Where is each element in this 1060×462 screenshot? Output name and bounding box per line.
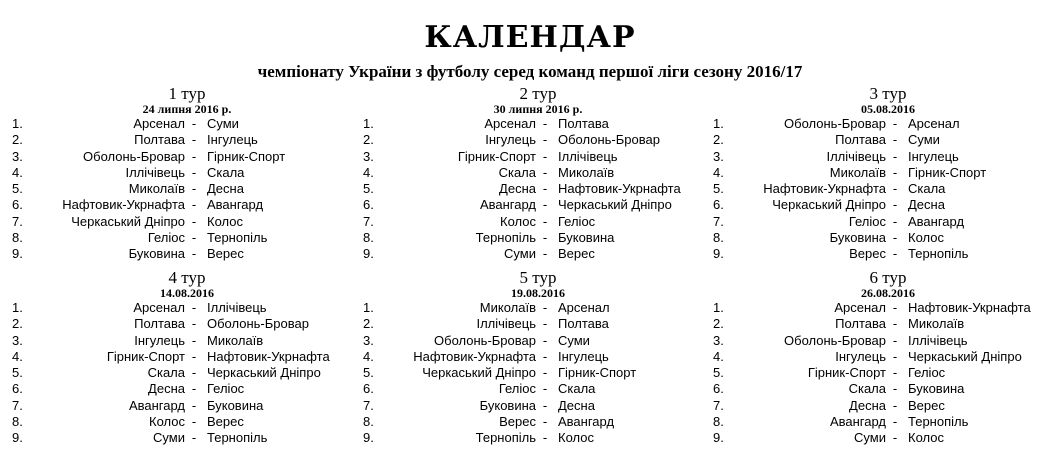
match-number: 4. xyxy=(363,348,374,364)
home-team: Скала xyxy=(498,164,536,180)
home-team: Гірник-Спорт xyxy=(106,348,185,364)
match-dash: - xyxy=(542,132,548,148)
away-team: Верес xyxy=(558,246,595,262)
home-team: Десна xyxy=(499,181,536,197)
away-team: Полтава xyxy=(558,116,609,131)
match-row xyxy=(713,165,1060,181)
home-team: Полтава xyxy=(134,316,185,332)
match-number: 3. xyxy=(12,332,23,348)
round-title: 2 тур xyxy=(519,84,557,103)
match-number: 5. xyxy=(363,365,374,381)
match-row xyxy=(713,181,1060,197)
home-team: Скала xyxy=(147,365,185,381)
match-number: 8. xyxy=(713,230,724,246)
away-team: Тернопіль xyxy=(908,246,969,262)
home-team: Геліос xyxy=(498,381,536,397)
match-row xyxy=(363,300,713,316)
away-team: Тернопіль xyxy=(908,414,969,430)
match-number: 7. xyxy=(713,213,724,229)
away-team: Колос xyxy=(558,430,594,446)
match-row xyxy=(12,381,362,397)
match-row xyxy=(12,316,362,332)
round-2 xyxy=(363,86,713,263)
match-dash: - xyxy=(542,397,548,413)
home-team: Полтава xyxy=(835,316,886,332)
match-row xyxy=(713,381,1060,397)
match-number: 2. xyxy=(12,132,23,148)
match-dash: - xyxy=(191,332,197,348)
home-team: Оболонь-Бровар xyxy=(784,332,886,348)
home-team: Арсенал xyxy=(133,116,185,131)
match-number: 3. xyxy=(713,332,724,348)
match-row xyxy=(12,230,362,246)
match-dash: - xyxy=(191,116,197,131)
match-dash: - xyxy=(191,365,197,381)
match-number: 4. xyxy=(12,348,23,364)
home-team: Черкаський Дніпро xyxy=(772,197,886,213)
home-team: Буковина xyxy=(128,246,185,262)
match-row xyxy=(713,316,1060,332)
away-team: Скала xyxy=(908,181,946,197)
match-row xyxy=(363,365,713,381)
match-row xyxy=(12,333,362,349)
away-team: Тернопіль xyxy=(207,230,268,246)
away-team: Буковина xyxy=(558,230,615,246)
away-team: Скала xyxy=(558,381,596,397)
home-team: Оболонь-Бровар xyxy=(434,332,536,348)
away-team: Інгулець xyxy=(558,348,609,364)
away-team: Черкаський Дніпро xyxy=(558,197,672,213)
round-3 xyxy=(713,86,1060,263)
match-dash: - xyxy=(542,230,548,246)
match-row xyxy=(12,300,362,316)
home-team: Арсенал xyxy=(834,300,886,315)
match-number: 6. xyxy=(12,381,23,397)
home-team: Нафтовик-Укрнафта xyxy=(62,197,185,213)
home-team: Полтава xyxy=(134,132,185,148)
away-team: Геліос xyxy=(207,381,245,397)
round-title: 3 тур xyxy=(869,84,907,103)
match-number: 6. xyxy=(12,197,23,213)
home-team: Черкаський Дніпро xyxy=(422,365,536,381)
home-team: Нафтовик-Укрнафта xyxy=(763,181,886,197)
home-team: Геліос xyxy=(147,230,185,246)
match-dash: - xyxy=(892,197,898,213)
match-dash: - xyxy=(191,316,197,332)
home-team: Авангард xyxy=(479,197,536,213)
match-number: 2. xyxy=(12,316,23,332)
match-number: 4. xyxy=(713,164,724,180)
match-number: 2. xyxy=(363,316,374,332)
home-team: Іллічівець xyxy=(476,316,536,332)
away-team: Авангард xyxy=(908,213,965,229)
home-team: Іллічівець xyxy=(125,164,185,180)
match-row xyxy=(363,230,713,246)
match-row xyxy=(363,149,713,165)
match-dash: - xyxy=(542,381,548,397)
away-team: Гірник-Спорт xyxy=(908,164,987,180)
match-dash: - xyxy=(892,148,898,164)
match-dash: - xyxy=(191,230,197,246)
match-row xyxy=(713,230,1060,246)
match-number: 2. xyxy=(713,316,724,332)
match-number: 6. xyxy=(713,381,724,397)
match-row xyxy=(713,414,1060,430)
match-number: 1. xyxy=(713,300,724,315)
away-team: Десна xyxy=(207,181,244,197)
match-row xyxy=(363,349,713,365)
match-dash: - xyxy=(542,348,548,364)
home-team: Буковина xyxy=(829,230,886,246)
match-dash: - xyxy=(191,397,197,413)
match-dash: - xyxy=(892,300,898,315)
match-number: 8. xyxy=(363,414,374,430)
home-team: Інгулець xyxy=(835,348,886,364)
home-team: Авангард xyxy=(128,397,185,413)
round-title: 1 тур xyxy=(168,84,206,103)
match-number: 8. xyxy=(713,414,724,430)
away-team: Іллічівець xyxy=(558,148,618,164)
home-team: Полтава xyxy=(835,132,886,148)
match-number: 7. xyxy=(713,397,724,413)
match-number: 6. xyxy=(713,197,724,213)
match-number: 7. xyxy=(363,397,374,413)
home-team: Іллічівець xyxy=(826,148,886,164)
match-dash: - xyxy=(542,213,548,229)
match-dash: - xyxy=(542,181,548,197)
round-date: 30 липня 2016 р. xyxy=(493,102,583,116)
match-number: 3. xyxy=(713,148,724,164)
away-team: Верес xyxy=(908,397,945,413)
match-dash: - xyxy=(892,246,898,262)
match-row xyxy=(12,149,362,165)
match-number: 6. xyxy=(363,381,374,397)
round-title: 6 тур xyxy=(869,268,907,287)
match-dash: - xyxy=(191,197,197,213)
match-number: 5. xyxy=(363,181,374,197)
match-row xyxy=(363,214,713,230)
home-team: Колос xyxy=(149,414,185,430)
match-dash: - xyxy=(542,316,548,332)
away-team: Інгулець xyxy=(207,132,258,148)
match-row xyxy=(713,365,1060,381)
match-number: 2. xyxy=(363,132,374,148)
round-5 xyxy=(363,270,713,447)
match-number: 7. xyxy=(12,213,23,229)
match-row xyxy=(12,197,362,213)
match-dash: - xyxy=(191,148,197,164)
round-4 xyxy=(12,270,362,447)
home-team: Нафтовик-Укрнафта xyxy=(413,348,536,364)
away-team: Полтава xyxy=(558,316,609,332)
match-dash: - xyxy=(542,430,548,446)
home-team: Геліос xyxy=(848,213,886,229)
home-team: Інгулець xyxy=(485,132,536,148)
match-dash: - xyxy=(892,430,898,446)
match-row xyxy=(12,214,362,230)
match-dash: - xyxy=(892,181,898,197)
match-number: 5. xyxy=(713,181,724,197)
match-dash: - xyxy=(892,414,898,430)
match-row xyxy=(713,300,1060,316)
match-dash: - xyxy=(892,397,898,413)
round-date: 26.08.2016 xyxy=(861,286,915,300)
home-team: Миколаїв xyxy=(479,300,536,315)
match-row xyxy=(363,246,713,262)
match-number: 5. xyxy=(713,365,724,381)
away-team: Миколаїв xyxy=(558,164,615,180)
match-number: 1. xyxy=(363,300,374,315)
away-team: Авангард xyxy=(558,414,615,430)
home-team: Суми xyxy=(504,246,536,262)
away-team: Черкаський Дніпро xyxy=(908,348,1022,364)
match-number: 9. xyxy=(713,430,724,446)
match-number: 9. xyxy=(713,246,724,262)
match-row xyxy=(363,132,713,148)
home-team: Арсенал xyxy=(484,116,536,131)
round-title: 4 тур xyxy=(168,268,206,287)
match-row xyxy=(713,333,1060,349)
home-team: Суми xyxy=(854,430,886,446)
match-dash: - xyxy=(892,213,898,229)
home-team: Черкаський Дніпро xyxy=(71,213,185,229)
match-row xyxy=(713,246,1060,262)
match-number: 8. xyxy=(363,230,374,246)
round-1 xyxy=(12,86,362,263)
match-row xyxy=(363,165,713,181)
round-6 xyxy=(713,270,1060,447)
match-dash: - xyxy=(191,381,197,397)
home-team: Суми xyxy=(153,430,185,446)
home-team: Верес xyxy=(849,246,886,262)
match-dash: - xyxy=(542,365,548,381)
match-dash: - xyxy=(542,148,548,164)
match-dash: - xyxy=(191,246,197,262)
match-dash: - xyxy=(191,348,197,364)
home-team: Оболонь-Бровар xyxy=(83,148,185,164)
home-team: Десна xyxy=(148,381,185,397)
away-team: Миколаїв xyxy=(207,332,264,348)
match-dash: - xyxy=(191,430,197,446)
match-number: 3. xyxy=(363,148,374,164)
match-dash: - xyxy=(892,348,898,364)
home-team: Колос xyxy=(500,213,536,229)
away-team: Колос xyxy=(207,213,243,229)
away-team: Нафтовик-Укрнафта xyxy=(558,181,681,197)
away-team: Верес xyxy=(207,414,244,430)
away-team: Колос xyxy=(908,230,944,246)
home-team: Арсенал xyxy=(133,300,185,315)
home-team: Десна xyxy=(849,397,886,413)
match-number: 4. xyxy=(12,164,23,180)
match-dash: - xyxy=(892,164,898,180)
match-row xyxy=(713,149,1060,165)
away-team: Суми xyxy=(207,116,239,131)
match-dash: - xyxy=(191,132,197,148)
match-dash: - xyxy=(191,300,197,315)
match-row xyxy=(363,398,713,414)
match-dash: - xyxy=(892,230,898,246)
match-row xyxy=(12,246,362,262)
home-team: Оболонь-Бровар xyxy=(784,116,886,131)
away-team: Буковина xyxy=(207,397,264,413)
away-team: Суми xyxy=(908,132,940,148)
match-dash: - xyxy=(542,197,548,213)
match-row xyxy=(12,365,362,381)
away-team: Десна xyxy=(558,397,595,413)
away-team: Оболонь-Бровар xyxy=(207,316,309,332)
home-team: Інгулець xyxy=(134,332,185,348)
match-number: 5. xyxy=(12,181,23,197)
match-dash: - xyxy=(191,213,197,229)
home-team: Верес xyxy=(499,414,536,430)
match-dash: - xyxy=(542,300,548,315)
away-team: Колос xyxy=(908,430,944,446)
match-number: 4. xyxy=(363,164,374,180)
match-number: 6. xyxy=(363,197,374,213)
match-row xyxy=(713,398,1060,414)
match-number: 7. xyxy=(12,397,23,413)
page-title: КАЛЕНДАР xyxy=(424,20,636,55)
match-dash: - xyxy=(191,181,197,197)
match-row xyxy=(713,214,1060,230)
home-team: Авангард xyxy=(829,414,886,430)
page-subtitle: чемпіонату України з футболу серед команд першої ліги сезону 2016/17 xyxy=(257,62,803,81)
away-team: Суми xyxy=(558,332,590,348)
away-team: Арсенал xyxy=(908,116,960,131)
match-row xyxy=(12,181,362,197)
match-dash: - xyxy=(542,116,548,131)
match-number: 1. xyxy=(363,116,374,131)
match-dash: - xyxy=(542,164,548,180)
match-number: 8. xyxy=(12,414,23,430)
round-date: 24 липня 2016 р. xyxy=(142,102,232,116)
match-row xyxy=(12,349,362,365)
match-number: 2. xyxy=(713,132,724,148)
match-dash: - xyxy=(892,332,898,348)
match-dash: - xyxy=(542,246,548,262)
home-team: Тернопіль xyxy=(475,230,536,246)
match-number: 4. xyxy=(713,348,724,364)
match-dash: - xyxy=(191,414,197,430)
match-row xyxy=(713,430,1060,446)
match-number: 1. xyxy=(12,116,23,131)
home-team: Буковина xyxy=(479,397,536,413)
match-number: 9. xyxy=(12,430,23,446)
home-team: Тернопіль xyxy=(475,430,536,446)
away-team: Іллічівець xyxy=(207,300,267,315)
away-team: Миколаїв xyxy=(908,316,965,332)
match-number: 3. xyxy=(12,148,23,164)
away-team: Нафтовик-Укрнафта xyxy=(207,348,330,364)
home-team: Миколаїв xyxy=(829,164,886,180)
home-team: Гірник-Спорт xyxy=(457,148,536,164)
match-number: 3. xyxy=(363,332,374,348)
match-row xyxy=(12,398,362,414)
match-row xyxy=(713,349,1060,365)
away-team: Верес xyxy=(207,246,244,262)
round-date: 19.08.2016 xyxy=(511,286,565,300)
away-team: Авангард xyxy=(207,197,264,213)
match-number: 5. xyxy=(12,365,23,381)
match-row xyxy=(363,381,713,397)
match-number: 9. xyxy=(363,246,374,262)
match-row xyxy=(363,316,713,332)
match-dash: - xyxy=(892,381,898,397)
match-number: 1. xyxy=(12,300,23,315)
home-team: Гірник-Спорт xyxy=(807,365,886,381)
match-row xyxy=(713,116,1060,132)
away-team: Скала xyxy=(207,164,245,180)
match-number: 1. xyxy=(713,116,724,131)
match-row xyxy=(363,414,713,430)
match-row xyxy=(363,430,713,446)
away-team: Інгулець xyxy=(908,148,959,164)
away-team: Нафтовик-Укрнафта xyxy=(908,300,1031,315)
match-dash: - xyxy=(892,316,898,332)
away-team: Геліос xyxy=(558,213,596,229)
match-row xyxy=(12,414,362,430)
away-team: Гірник-Спорт xyxy=(207,148,286,164)
match-row xyxy=(363,333,713,349)
match-dash: - xyxy=(892,132,898,148)
match-row xyxy=(363,197,713,213)
away-team: Геліос xyxy=(908,365,946,381)
away-team: Гірник-Спорт xyxy=(558,365,637,381)
match-row xyxy=(12,116,362,132)
home-team: Скала xyxy=(848,381,886,397)
match-row xyxy=(713,132,1060,148)
match-row xyxy=(12,430,362,446)
home-team: Миколаїв xyxy=(128,181,185,197)
match-number: 8. xyxy=(12,230,23,246)
match-dash: - xyxy=(542,332,548,348)
away-team: Арсенал xyxy=(558,300,610,315)
match-number: 9. xyxy=(363,430,374,446)
match-dash: - xyxy=(892,365,898,381)
match-row xyxy=(713,197,1060,213)
match-number: 9. xyxy=(12,246,23,262)
round-title: 5 тур xyxy=(519,268,557,287)
away-team: Тернопіль xyxy=(207,430,268,446)
match-dash: - xyxy=(892,116,898,131)
match-dash: - xyxy=(191,164,197,180)
round-date: 14.08.2016 xyxy=(160,286,214,300)
away-team: Оболонь-Бровар xyxy=(558,132,660,148)
away-team: Десна xyxy=(908,197,945,213)
match-number: 7. xyxy=(363,213,374,229)
match-row xyxy=(363,181,713,197)
round-date: 05.08.2016 xyxy=(861,102,915,116)
away-team: Черкаський Дніпро xyxy=(207,365,321,381)
match-row xyxy=(12,165,362,181)
match-dash: - xyxy=(542,414,548,430)
match-row xyxy=(363,116,713,132)
away-team: Буковина xyxy=(908,381,965,397)
match-row xyxy=(12,132,362,148)
away-team: Іллічівець xyxy=(908,332,968,348)
